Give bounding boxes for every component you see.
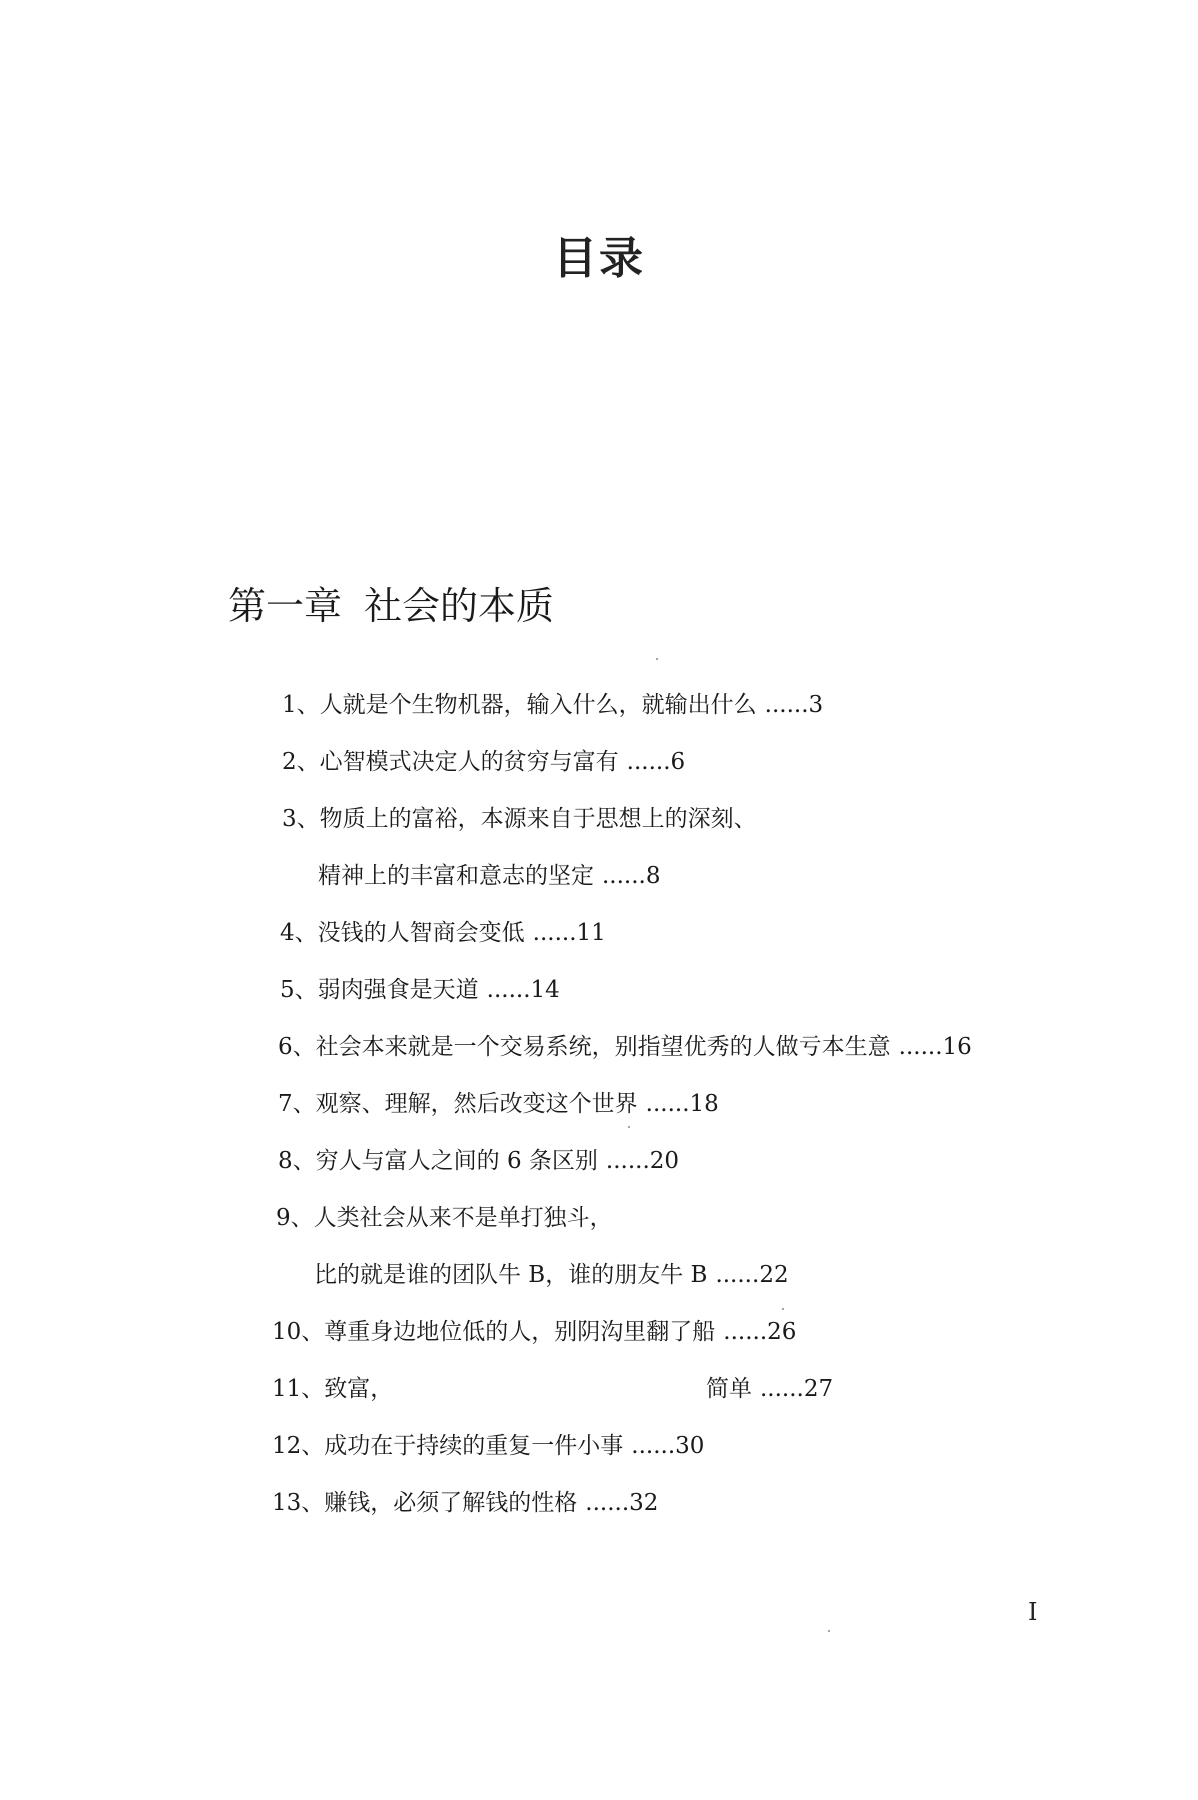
toc-entry[interactable]	[272, 1484, 658, 1517]
toc-entry[interactable]	[272, 1427, 704, 1460]
scan-speck	[628, 1126, 630, 1128]
scan-speck	[656, 658, 658, 660]
leader-dots: ......	[645, 1091, 690, 1117]
entry-title: 人类社会从来不是单打独斗，	[313, 1205, 613, 1231]
leader-dots: ......	[898, 1034, 943, 1060]
entry-title: 成功在于持续的重复一件小事	[324, 1433, 624, 1459]
leader-dots: ......	[532, 920, 577, 946]
entry-page: 16	[942, 1034, 972, 1060]
entry-page: 11	[576, 920, 606, 946]
entry-number: 5、	[280, 977, 318, 1003]
entry-number: 10、	[272, 1319, 325, 1345]
entry-title: 致富，	[324, 1376, 394, 1402]
entry-page: 27	[803, 1376, 834, 1402]
entry-page: 20	[649, 1148, 680, 1174]
entry-page: 26	[767, 1319, 797, 1345]
toc-entry[interactable]	[282, 800, 757, 833]
toc-entry[interactable]	[278, 1028, 972, 1061]
scan-speck	[782, 1308, 784, 1310]
entry-number: 2、	[282, 749, 320, 775]
toc-entry-continuation[interactable]	[314, 1256, 789, 1289]
leader-dots: ......	[715, 1262, 760, 1288]
leader-dots: ......	[631, 1433, 676, 1459]
leader-dots: ......	[723, 1319, 768, 1345]
entry-title: 穷人与富人之间的 6 条区别	[315, 1148, 598, 1174]
leader-dots: ......	[602, 863, 646, 889]
leader-dots: ......	[764, 692, 809, 718]
entry-number: 1、	[282, 692, 320, 718]
toc-entry[interactable]	[282, 743, 685, 776]
chapter-name: 社会的本质	[364, 584, 555, 628]
toc-entry[interactable]	[282, 686, 823, 719]
toc-entry[interactable]	[272, 1313, 796, 1346]
entry-page: 32	[629, 1490, 659, 1516]
entry-title: 简单	[706, 1376, 752, 1402]
entry-title: 社会本来就是一个交易系统，别指望优秀的人做亏本生意	[315, 1034, 891, 1060]
entry-number: 9、	[276, 1205, 314, 1231]
entry-title: 观察、理解，然后改变这个世界	[315, 1091, 638, 1117]
toc-entry-continuation[interactable]	[318, 857, 661, 890]
entry-page: 22	[759, 1262, 789, 1288]
entry-title: 精神上的丰富和意志的坚定	[318, 863, 594, 889]
toc-entry[interactable]	[276, 1199, 613, 1232]
entry-title: 弱肉强食是天道	[317, 977, 479, 1003]
scan-speck	[828, 1630, 830, 1632]
entry-number: 6、	[278, 1034, 316, 1060]
page-title: 目录	[553, 233, 645, 284]
entry-title: 比的就是谁的团队牛 B，谁的朋友牛 B	[314, 1262, 708, 1288]
entry-page: 8	[645, 863, 661, 889]
entry-title: 没钱的人智商会变低	[317, 920, 525, 946]
entry-number: 3、	[282, 806, 320, 832]
entry-number: 7、	[278, 1091, 316, 1117]
toc-entry[interactable]	[272, 1370, 393, 1403]
entry-title: 赚钱，必须了解钱的性格	[324, 1490, 578, 1516]
entry-title: 物质上的富裕，本源来自于思想上的深刻、	[319, 806, 757, 832]
chapter-label: 第一章	[228, 584, 343, 628]
entry-number: 12、	[272, 1433, 325, 1459]
entry-page: 3	[808, 692, 824, 718]
toc-entry[interactable]	[280, 914, 606, 947]
leader-dots: ......	[585, 1490, 630, 1516]
entry-page: 14	[530, 977, 560, 1003]
toc-entry[interactable]	[280, 971, 560, 1004]
toc-entry[interactable]	[278, 1085, 719, 1118]
entry-number: 11、	[272, 1376, 325, 1402]
leader-dots: ......	[760, 1376, 804, 1402]
toc-entry-fragment[interactable]	[706, 1370, 833, 1403]
entry-page: 30	[675, 1433, 705, 1459]
leader-dots: ......	[605, 1148, 650, 1174]
toc-entry[interactable]	[278, 1142, 679, 1175]
page-number: I	[1028, 1598, 1038, 1626]
entry-page: 18	[689, 1091, 719, 1117]
entry-title: 人就是个生物机器，输入什么，就输出什么	[319, 692, 757, 718]
entry-page: 6	[670, 749, 686, 775]
entry-title: 尊重身边地位低的人，别阴沟里翻了船	[324, 1319, 716, 1345]
leader-dots: ......	[486, 977, 531, 1003]
leader-dots: ......	[626, 749, 671, 775]
entry-number: 8、	[278, 1148, 316, 1174]
entry-number: 13、	[272, 1490, 325, 1516]
entry-number: 4、	[280, 920, 318, 946]
entry-title: 心智模式决定人的贫穷与富有	[319, 749, 619, 775]
